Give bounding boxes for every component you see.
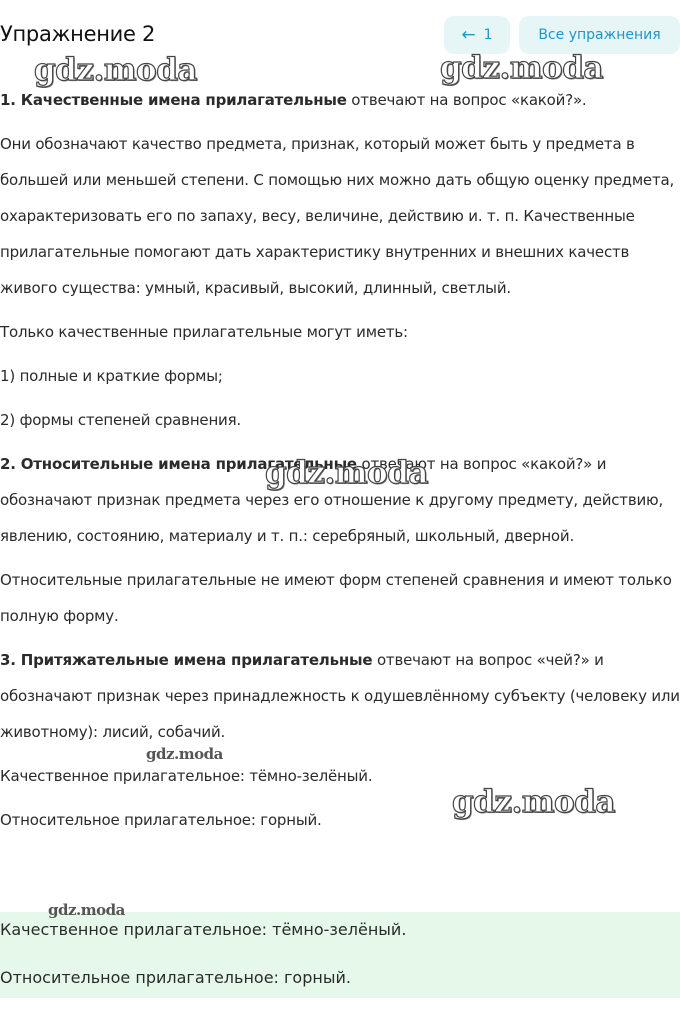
list-item-short-forms: 1) полные и краткие формы; xyxy=(0,367,223,385)
heading-possessive: 3. Притяжательные имена прилагательные xyxy=(0,651,373,669)
answer-line-qualitative: Качественное прилагательное: тёмно-зелёный. xyxy=(0,920,407,939)
paragraph-qualitative xyxy=(0,82,680,118)
answer-block xyxy=(0,912,680,998)
paragraph-possessive xyxy=(0,642,680,750)
example-qualitative: Качественное прилагательное: тёмно-зелёный. xyxy=(0,767,373,785)
text-qualitative-question: отвечают на вопрос «какой?». xyxy=(346,91,587,109)
text-relative-description: отвечают на вопрос «какой?» и обозначают признак предмета через его отношение к другому предмету, действию, явлению, состоянию, материалу и т. п.: серебряный, школьный, дверной. xyxy=(0,455,664,545)
answer-line-relative: Относительное прилагательное: горный. xyxy=(0,968,351,987)
watermark-logo: gdz.moda xyxy=(265,455,428,491)
arrow-left-icon: ← xyxy=(461,24,476,45)
paragraph-only-qualitative: Только качественные прилагательные могут иметь: xyxy=(0,323,408,341)
watermark-logo-small: gdz.moda xyxy=(48,901,125,919)
watermark-logo: gdz.moda xyxy=(440,50,603,86)
paragraph-relative xyxy=(0,446,680,554)
all-exercises-button[interactable]: Все упражнения xyxy=(519,16,680,54)
watermark-logo-small: gdz.moda xyxy=(146,745,223,763)
heading-relative: 2. Относительные имена прилагательные xyxy=(0,455,357,473)
previous-exercise-label: 1 xyxy=(483,27,493,43)
list-item-comparison: 2) формы степеней сравнения. xyxy=(0,411,241,429)
example-relative: Относительное прилагательное: горный. xyxy=(0,811,322,829)
heading-qualitative: 1. Качественные имена прилагательные xyxy=(0,91,347,109)
watermark-logo: gdz.moda xyxy=(34,52,197,88)
watermark-logo: gdz.moda xyxy=(452,784,615,820)
solution-text xyxy=(0,82,680,846)
page-title: Упражнение 2 xyxy=(0,22,156,46)
paragraph-relative-forms: Относительные прилагательные не имеют форм степеней сравнения и имеют только полную форму. xyxy=(0,571,672,625)
paragraph-qualitative-description: Они обозначают качество предмета, признак, который может быть у предмета в большей или меньшей степени. С помощью них можно дать общую оценку предмета, охарактеризовать его по запаху, весу, величине, действию и. т. п. Качественные прилагательные помогают дать характеристику внутренних и внешних качеств живого существа: умный, красивый, высокий, длинный, светлый. xyxy=(0,135,675,297)
previous-exercise-button[interactable] xyxy=(444,16,510,54)
text-possessive-description: отвечают на вопрос «чей?» и обозначают признак через принадлежность к одушевлённому субъекту (человеку или животному): лисий, собачий. xyxy=(0,651,680,741)
